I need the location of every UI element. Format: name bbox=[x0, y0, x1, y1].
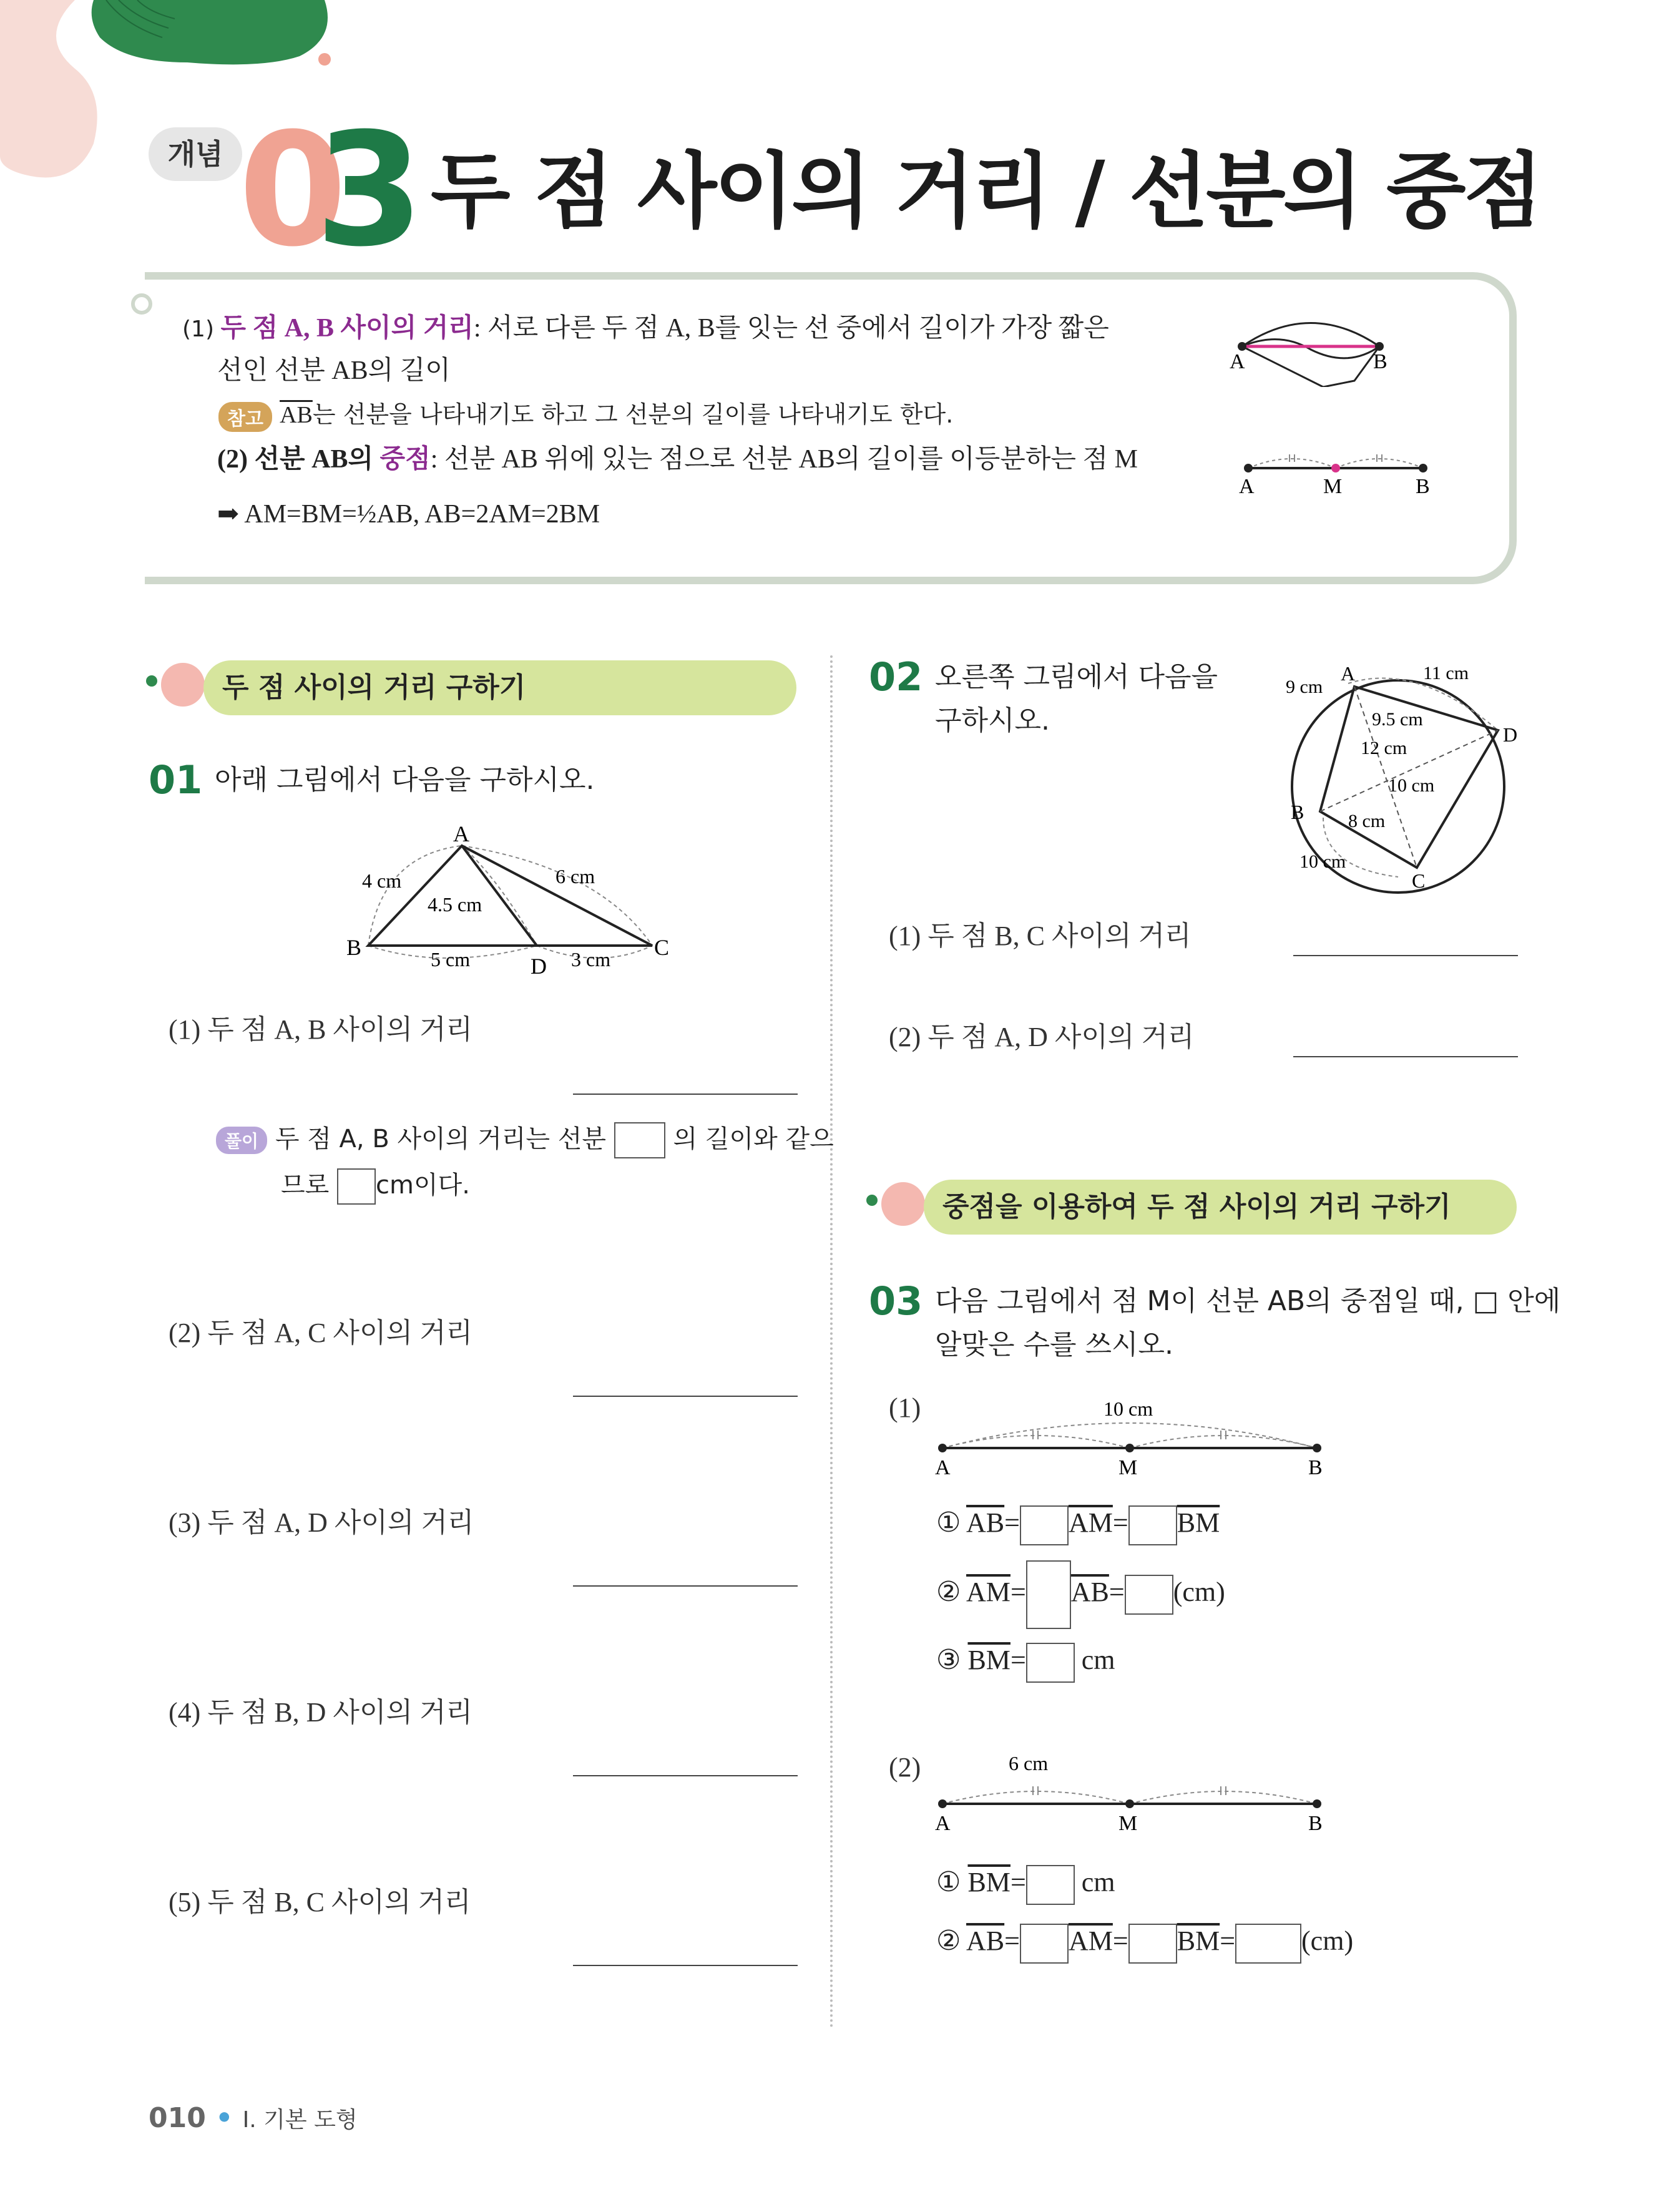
q1-point-label: A bbox=[453, 821, 469, 846]
question-number-02: 02 bbox=[869, 654, 923, 700]
q2-length-label: 10 cm bbox=[1299, 851, 1346, 872]
page-number: 010 bbox=[149, 2102, 206, 2134]
q3-part1-point: B bbox=[1308, 1456, 1323, 1479]
answer-box[interactable] bbox=[1026, 1643, 1075, 1683]
q2-length-label: 9.5 cm bbox=[1372, 709, 1423, 730]
question-number-01: 01 bbox=[149, 757, 203, 803]
question-number-03: 03 bbox=[869, 1278, 923, 1324]
fraction-answer-box[interactable] bbox=[1026, 1560, 1071, 1629]
answer-box[interactable] bbox=[1020, 1505, 1069, 1545]
q1-solution: 풀이 두 점 A, B 사이의 거리는 선분 의 길이와 같으 bbox=[216, 1117, 834, 1161]
q1-length-label: 4 cm bbox=[362, 869, 402, 892]
q3-part1-point: A bbox=[935, 1456, 951, 1479]
footer-separator: • bbox=[215, 2102, 233, 2134]
q1-answer-line-2[interactable] bbox=[573, 1394, 798, 1397]
concept-item2: (2) 선분 AB의 중점: 선분 AB 위에 있는 점으로 선분 AB의 길이를 이등분하는 점 M bbox=[217, 445, 1138, 474]
question-text-03-line2: 알맞은 수를 쓰시오. bbox=[935, 1329, 1173, 1361]
section-banner-distance: 두 점 사이의 거리 구하기 bbox=[203, 660, 796, 715]
q1-length-label: 4.5 cm bbox=[428, 893, 482, 916]
pin-icon bbox=[866, 1195, 878, 1206]
q1-triangle-figure bbox=[337, 818, 687, 986]
q1-sub-1: (1) 두 점 A, B 사이의 거리 bbox=[169, 1014, 472, 1045]
q2-point-label: C bbox=[1412, 869, 1426, 892]
concept-label: 개념 bbox=[149, 127, 242, 181]
q1-length-label: 5 cm bbox=[431, 948, 471, 971]
column-divider bbox=[830, 655, 833, 2028]
q1-length-label: 3 cm bbox=[571, 948, 611, 971]
banner-dot-icon bbox=[881, 1182, 925, 1226]
q1-length-label: 6 cm bbox=[555, 865, 595, 888]
q1-answer-line-1[interactable] bbox=[573, 1092, 798, 1095]
q3-part1-point: M bbox=[1118, 1456, 1138, 1479]
question-text-01: 아래 그림에서 다음을 구하시오. bbox=[215, 764, 595, 796]
q1-sub-2: (2) 두 점 A, C 사이의 거리 bbox=[169, 1318, 472, 1348]
answer-box[interactable] bbox=[1026, 1865, 1075, 1905]
q1-sub-4: (4) 두 점 B, D 사이의 거리 bbox=[169, 1697, 472, 1728]
q2-length-label: 9 cm bbox=[1286, 677, 1323, 697]
q1-point-label: B bbox=[346, 935, 362, 960]
answer-box[interactable] bbox=[1235, 1924, 1301, 1964]
q2-circle-figure bbox=[1273, 655, 1535, 905]
q2-sub-2: (2) 두 점 A, D 사이의 거리 bbox=[889, 1022, 1195, 1052]
solution-answer-box[interactable] bbox=[614, 1122, 665, 1158]
concept-fig2-label: M bbox=[1323, 475, 1343, 498]
concept-item1-line2: 선인 선분 AB의 길이 bbox=[217, 356, 451, 385]
concept-fig2-label: A bbox=[1239, 475, 1255, 498]
concept-fig1-label: A bbox=[1230, 350, 1245, 373]
q2-length-label: 8 cm bbox=[1348, 811, 1386, 831]
question-text-03-line1: 다음 그림에서 점 M이 선분 AB의 중점일 때, □ 안에 bbox=[935, 1285, 1561, 1317]
answer-box[interactable] bbox=[1128, 1924, 1177, 1964]
q1-sub-5: (5) 두 점 B, C 사이의 거리 bbox=[169, 1887, 471, 1917]
q3-part1-label: (1) bbox=[889, 1392, 921, 1423]
q3-part2-label: (2) bbox=[889, 1752, 921, 1783]
q3-part1-figure bbox=[930, 1386, 1342, 1485]
q3-part2-length: 6 cm bbox=[1009, 1752, 1049, 1774]
concept-fig2-label: B bbox=[1416, 475, 1430, 498]
concept-item1: (1) 두 점 A, B 사이의 거리: 서로 다른 두 점 A, B를 잇는 선 중에서 길이가 가장 짧은 bbox=[182, 314, 1109, 343]
q3-part1-length: 10 cm bbox=[1104, 1397, 1153, 1420]
q3-part2-eq2: ② $\overline{AB}= \overline{AM}= \overline{BM}= (cm)$ bbox=[936, 1916, 1353, 1966]
q3-part2-point: B bbox=[1308, 1812, 1323, 1835]
q1-sub-3: (3) 두 점 A, D 사이의 거리 bbox=[169, 1507, 474, 1538]
answer-box[interactable] bbox=[1128, 1505, 1177, 1545]
banner-dot-icon bbox=[161, 663, 205, 707]
page-title: 두 점 사이의 거리 / 선분의 중점 bbox=[431, 144, 1541, 240]
question-text-02-line1: 오른쪽 그림에서 다음을 bbox=[935, 661, 1218, 693]
q2-point-label: A bbox=[1341, 662, 1356, 685]
q1-point-label: C bbox=[654, 935, 670, 960]
q3-part1-eq1: ① $\overline{AB}= \overline{AM}= \overline{BM}$ bbox=[936, 1498, 1220, 1548]
answer-box[interactable] bbox=[1020, 1924, 1069, 1964]
chapter-name: I. 기본 도형 bbox=[242, 2107, 358, 2133]
concept-box-hook bbox=[131, 293, 152, 315]
q3-part1-eq3: ③ $\overline{BM}=$ cm bbox=[936, 1635, 1115, 1685]
concept-reference: 참고 $\overline{AB}$는 선분을 나타내기도 하고 그 선분의 길이를 나타내기도 한다. bbox=[218, 397, 953, 433]
pin-icon bbox=[146, 675, 157, 687]
q2-answer-line-2[interactable] bbox=[1293, 1055, 1518, 1057]
q3-part1-eq2: ② $\overline{AM}= \overline{AB}= (cm)$ bbox=[936, 1558, 1225, 1629]
solution-answer-box[interactable] bbox=[337, 1168, 376, 1205]
section-banner-midpoint: 중점을 이용하여 두 점 사이의 거리 구하기 bbox=[924, 1180, 1517, 1235]
q1-answer-line-3[interactable] bbox=[573, 1584, 798, 1587]
q3-part2-point: M bbox=[1118, 1812, 1138, 1835]
concept-number-first: 0 bbox=[238, 99, 328, 281]
q3-part2-eq1: ① $\overline{BM}=$ cm bbox=[936, 1857, 1115, 1907]
concept-fig1-label: B bbox=[1373, 350, 1387, 373]
q2-length-label: 10 cm bbox=[1388, 775, 1435, 796]
q2-length-label: 12 cm bbox=[1361, 738, 1407, 758]
q1-point-label: D bbox=[531, 954, 547, 979]
q1-answer-line-5[interactable] bbox=[573, 1964, 798, 1966]
q2-length-label: 11 cm bbox=[1423, 663, 1469, 683]
reference-badge: 참고 bbox=[218, 402, 272, 432]
q1-answer-line-4[interactable] bbox=[573, 1774, 798, 1776]
q2-point-label: B bbox=[1291, 801, 1304, 823]
concept-formula: ➡ AM=BM=½AB, AB=2AM=2BM bbox=[217, 500, 600, 529]
page-footer bbox=[149, 2102, 358, 2134]
q2-answer-line-1[interactable] bbox=[1293, 954, 1518, 956]
concept-figure-midpoint bbox=[1230, 437, 1442, 506]
q2-point-label: D bbox=[1503, 723, 1518, 746]
solution-badge: 풀이 bbox=[216, 1127, 267, 1154]
q3-part2-point: A bbox=[935, 1812, 951, 1835]
q3-part2-figure bbox=[930, 1748, 1342, 1841]
question-text-02-line2: 구하시오. bbox=[935, 705, 1050, 737]
q1-solution-line2: 므로 cm이다. bbox=[281, 1163, 470, 1207]
q2-sub-1: (1) 두 점 B, C 사이의 거리 bbox=[889, 921, 1192, 951]
concept-number-second: 3 bbox=[315, 99, 424, 281]
answer-box[interactable] bbox=[1125, 1575, 1173, 1615]
concept-figure-distance bbox=[1223, 306, 1436, 387]
